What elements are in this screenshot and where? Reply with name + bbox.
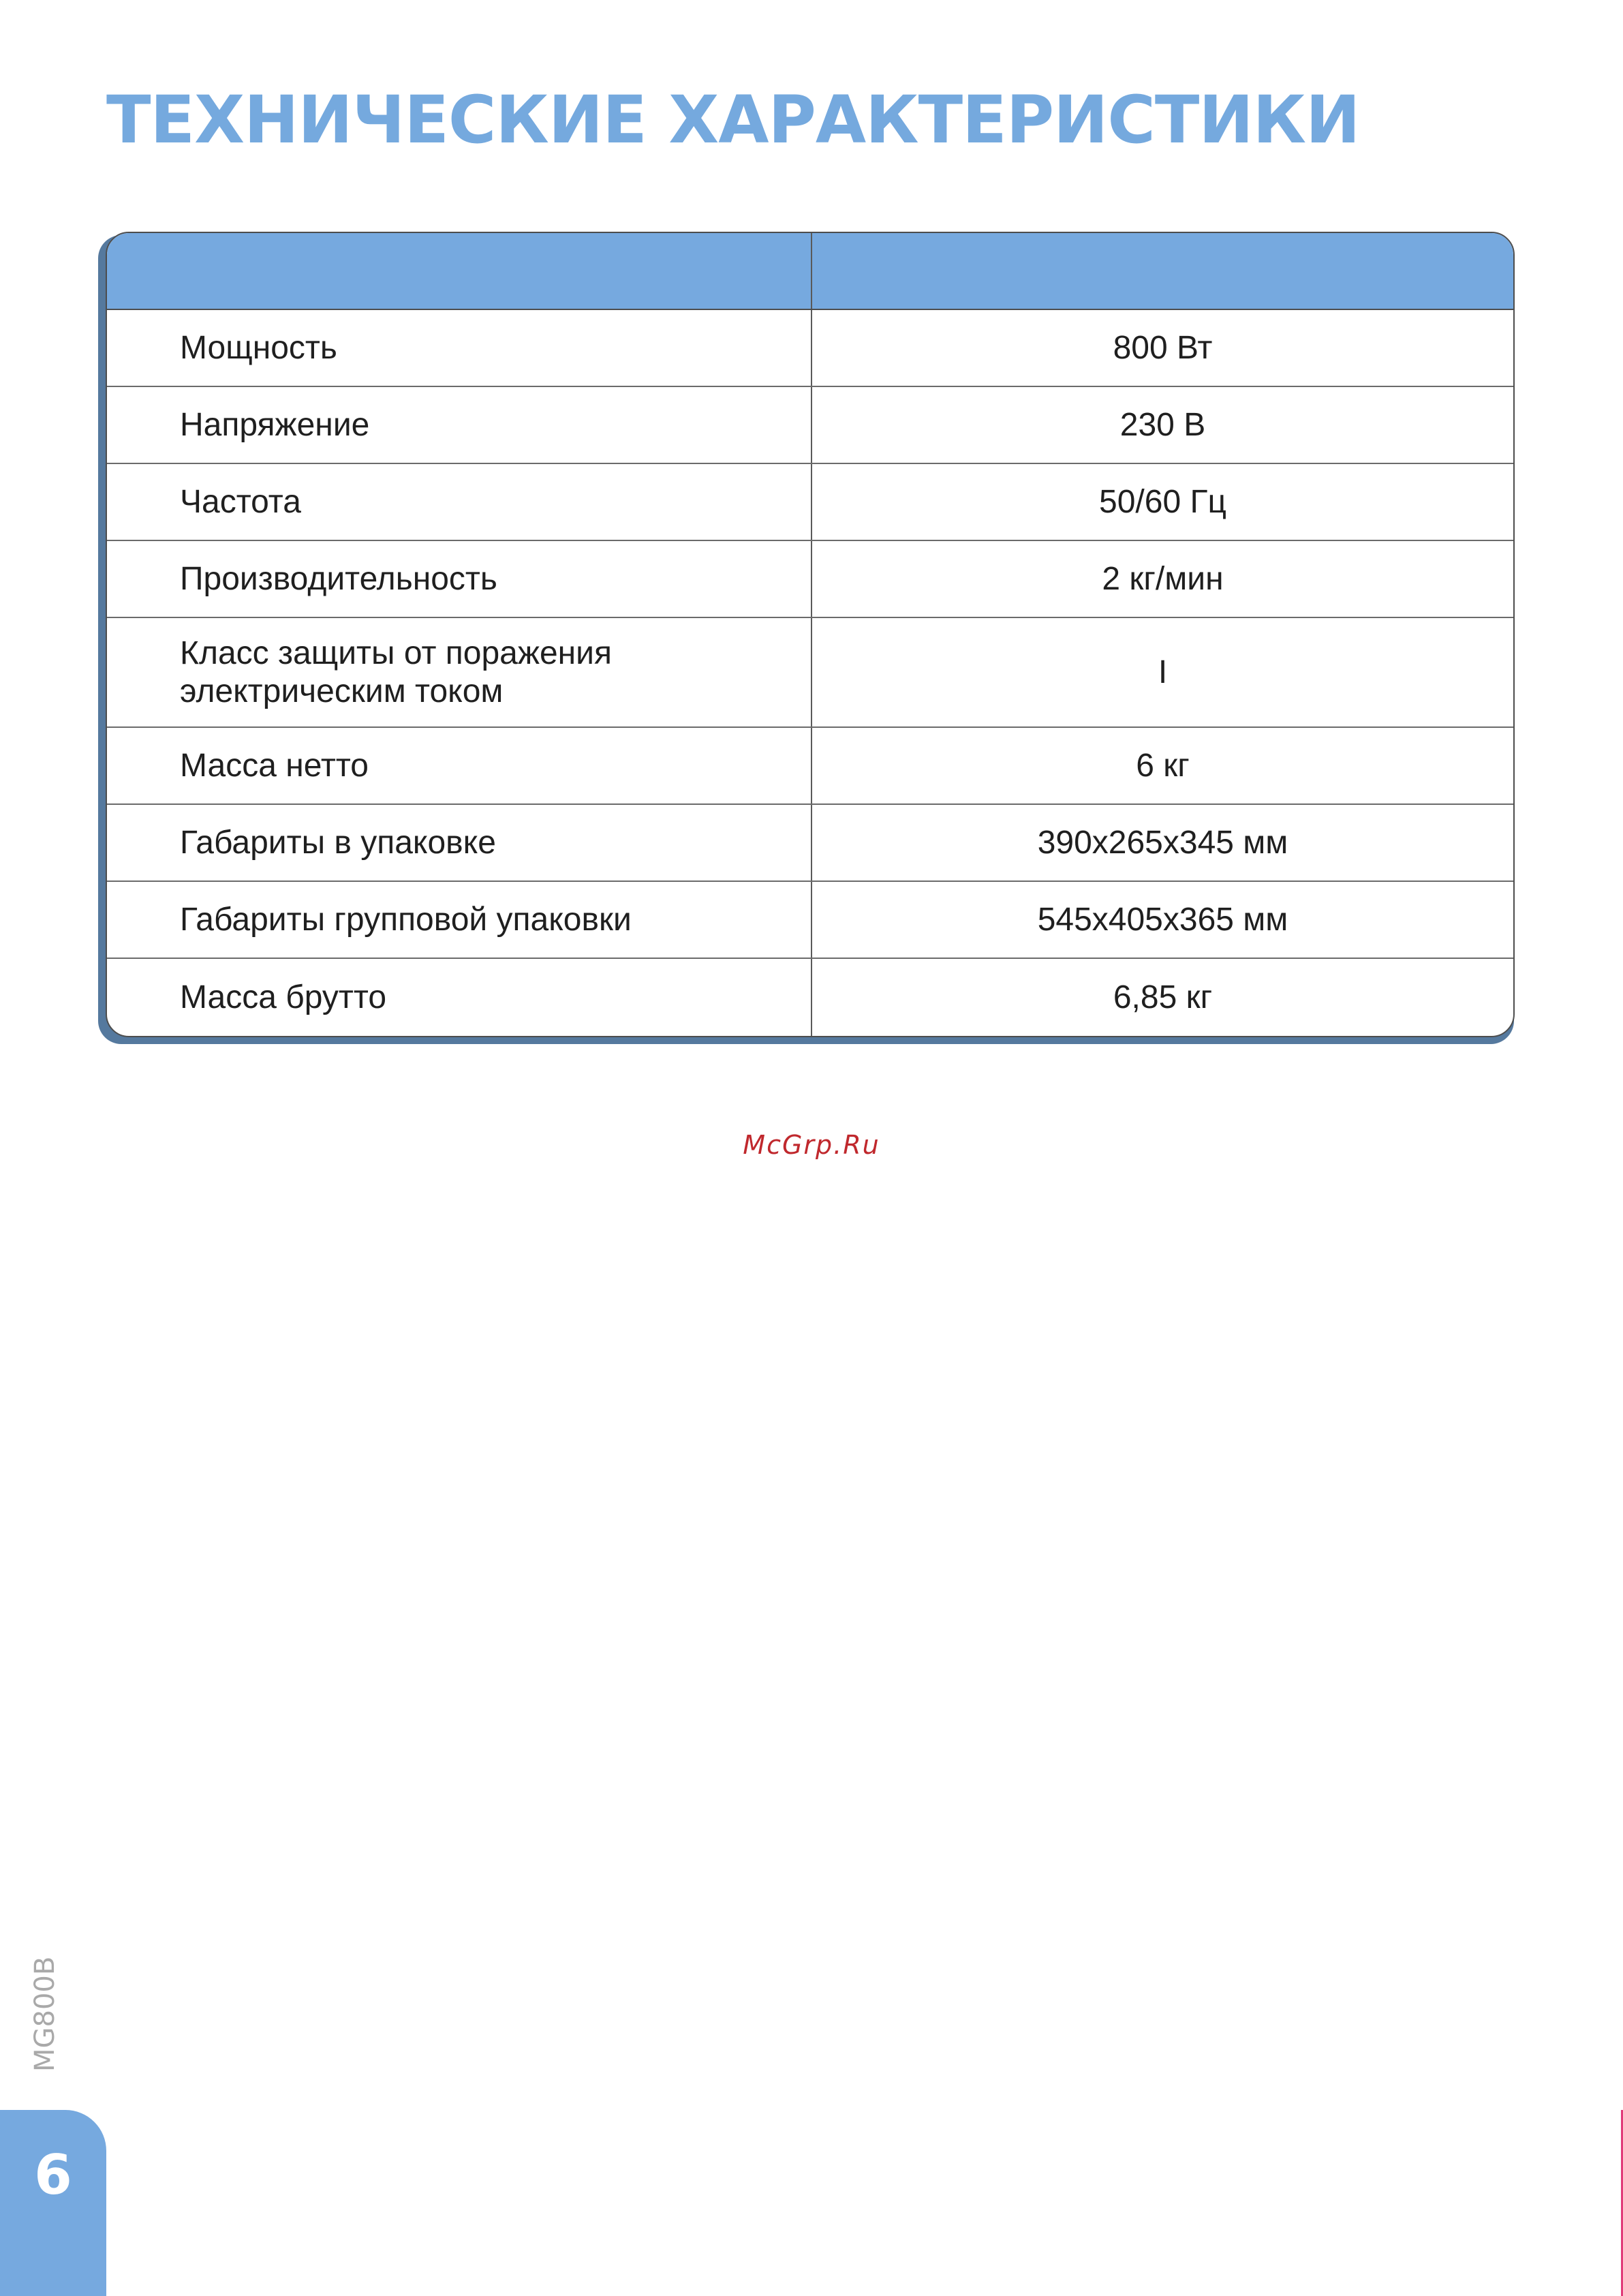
- spec-value: 800 Вт: [1113, 329, 1213, 366]
- column-divider: [811, 233, 812, 309]
- spec-label: Производительность: [180, 560, 497, 597]
- spec-label: Габариты в упаковке: [180, 824, 496, 861]
- spec-table: [106, 232, 1515, 1037]
- spec-value: 6,85 кг: [1113, 979, 1213, 1015]
- spec-value: 6 кг: [1136, 747, 1190, 784]
- spec-label: Напряжение: [180, 406, 370, 443]
- table-row: [107, 464, 1513, 541]
- spec-value: 545x405x365 мм: [1037, 901, 1288, 938]
- table-header-row: [107, 233, 1513, 310]
- spec-label: Габариты групповой упаковки: [180, 901, 632, 938]
- model-label: MG800B: [29, 1956, 61, 2072]
- watermark-link[interactable]: McGrp.Ru: [743, 1130, 880, 1160]
- spec-value: I: [1158, 654, 1168, 690]
- table-row: [107, 387, 1513, 464]
- page-number: 6: [34, 2143, 72, 2207]
- spec-value: 2 кг/мин: [1102, 560, 1224, 597]
- spec-value: 390x265x345 мм: [1037, 824, 1288, 861]
- spec-label: Частота: [180, 483, 301, 520]
- table-row: [107, 959, 1513, 1036]
- table-row: [107, 618, 1513, 728]
- spec-value: 230 В: [1119, 406, 1206, 443]
- spec-label: Класс защиты от поражения электрическим током: [180, 634, 612, 709]
- table-row: [107, 310, 1513, 387]
- spec-label: Масса брутто: [180, 979, 387, 1015]
- table-row: [107, 728, 1513, 805]
- spec-label: Мощность: [180, 329, 337, 366]
- table-row: [107, 805, 1513, 882]
- spec-label: Масса нетто: [180, 747, 369, 784]
- table-row: [107, 882, 1513, 959]
- spec-value: 50/60 Гц: [1099, 483, 1226, 520]
- table-row: [107, 541, 1513, 618]
- page-title: ТЕХНИЧЕСКИЕ ХАРАКТЕРИСТИКИ: [106, 82, 1360, 158]
